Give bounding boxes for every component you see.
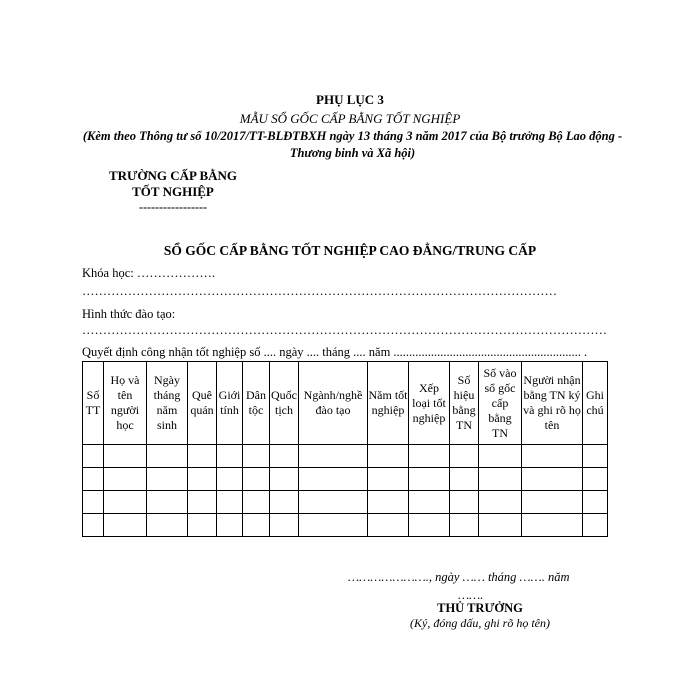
table-cell (243, 468, 270, 491)
table-cell (583, 468, 608, 491)
table-cell (270, 514, 299, 537)
table-cell (299, 468, 368, 491)
col-header-recipient: Người nhận bằng TN ký và ghi rõ họ tên (522, 362, 583, 445)
table-cell (299, 491, 368, 514)
table-cell (217, 468, 243, 491)
table-cell (270, 491, 299, 514)
table-cell (522, 491, 583, 514)
table-cell (188, 491, 217, 514)
table-cell (450, 491, 479, 514)
table-row (83, 514, 608, 537)
table-row (83, 445, 608, 468)
table-cell (147, 468, 188, 491)
table-cell (450, 445, 479, 468)
register-table (82, 361, 608, 537)
col-header-grad-year: Năm tốt nghiệp (368, 362, 409, 445)
school-divider: ----------------- (139, 200, 207, 214)
decision-field: Quyết định công nhận tốt nghiệp số .... ngày .... tháng .... năm ............................................................ . (82, 345, 588, 359)
col-header-grad-rank: Xếp loại tốt nghiệp (409, 362, 450, 445)
date-line-continuation: ……. (458, 588, 484, 602)
table-cell (583, 514, 608, 537)
col-header-register-no: Số vào sổ gốc cấp bằng TN (479, 362, 522, 445)
training-form-field: Hình thức đào tạo: (82, 307, 176, 321)
col-header-stt: Số TT (83, 362, 104, 445)
signer-note: (Ký, đóng dấu, ghi rõ họ tên) (410, 616, 550, 630)
col-header-gender: Giới tính (217, 362, 243, 445)
table-cell (299, 445, 368, 468)
table-cell (188, 514, 217, 537)
table-cell (243, 491, 270, 514)
table-cell (450, 468, 479, 491)
col-header-ethnicity: Dân tộc (243, 362, 270, 445)
table-cell (583, 491, 608, 514)
main-title: SỔ GỐC CẤP BẰNG TỐT NGHIỆP CAO ĐẲNG/TRUNG CẤP (163, 243, 537, 258)
table-cell (409, 514, 450, 537)
table-cell (479, 445, 522, 468)
school-name-block (88, 168, 258, 200)
table-header-row (83, 362, 608, 445)
table-cell (479, 514, 522, 537)
table-cell (583, 445, 608, 468)
table-cell (522, 514, 583, 537)
table-cell (479, 491, 522, 514)
table-cell (147, 491, 188, 514)
table-cell (217, 514, 243, 537)
col-header-hometown: Quê quán (188, 362, 217, 445)
table-cell (104, 445, 147, 468)
table-cell (147, 514, 188, 537)
table-cell (83, 468, 104, 491)
course-field: Khóa học: ………………. (82, 266, 215, 280)
table-cell (188, 445, 217, 468)
col-header-nationality: Quốc tịch (270, 362, 299, 445)
reference-note: (Kèm theo Thông tư số 10/2017/TT-BLĐTBXH ngày 13 tháng 3 năm 2017 của Bộ trưởng Bộ Lao động - Thương binh và Xã hội) (82, 129, 623, 160)
table-cell (368, 491, 409, 514)
table-cell (188, 468, 217, 491)
col-header-major: Ngành/nghề đào tạo (299, 362, 368, 445)
table-cell (270, 445, 299, 468)
course-dots-line: …………………………………………………………………………………………………… (82, 284, 557, 298)
table-cell (104, 468, 147, 491)
form-title: MẪU SỔ GỐC CẤP BẰNG TỐT NGHIỆP (239, 111, 461, 126)
signer-title: THỦ TRƯỞNG (437, 601, 523, 615)
col-header-birthdate: Ngày tháng năm sinh (147, 362, 188, 445)
col-header-diploma-no: Số hiệu bằng TN (450, 362, 479, 445)
table-cell (522, 445, 583, 468)
table-cell (368, 468, 409, 491)
table-cell (104, 491, 147, 514)
date-line: …………………., ngày …… tháng ……. năm (348, 570, 570, 584)
table-cell (479, 468, 522, 491)
table-row (83, 491, 608, 514)
table-cell (299, 514, 368, 537)
table-cell (409, 468, 450, 491)
table-cell (368, 445, 409, 468)
table-cell (83, 491, 104, 514)
school-name-line-1: TRƯỜNG CẤP BẰNG (108, 168, 238, 183)
table-cell (450, 514, 479, 537)
training-dots-line: ……………………………………………………………………………………………………………… (82, 323, 607, 337)
table-cell (409, 491, 450, 514)
col-header-name: Họ và tên người học (104, 362, 147, 445)
table-cell (522, 468, 583, 491)
table-cell (83, 445, 104, 468)
table-cell (217, 445, 243, 468)
col-header-notes: Ghi chú (583, 362, 608, 445)
table-cell (83, 514, 104, 537)
table-cell (368, 514, 409, 537)
table-cell (217, 491, 243, 514)
table-cell (147, 445, 188, 468)
table-cell (409, 445, 450, 468)
table-cell (243, 445, 270, 468)
school-name-line-2: TỐT NGHIỆP (132, 184, 214, 199)
table-cell (270, 468, 299, 491)
table-cell (243, 514, 270, 537)
appendix-title: PHỤ LỤC 3 (316, 92, 384, 107)
table-row (83, 468, 608, 491)
table-cell (104, 514, 147, 537)
